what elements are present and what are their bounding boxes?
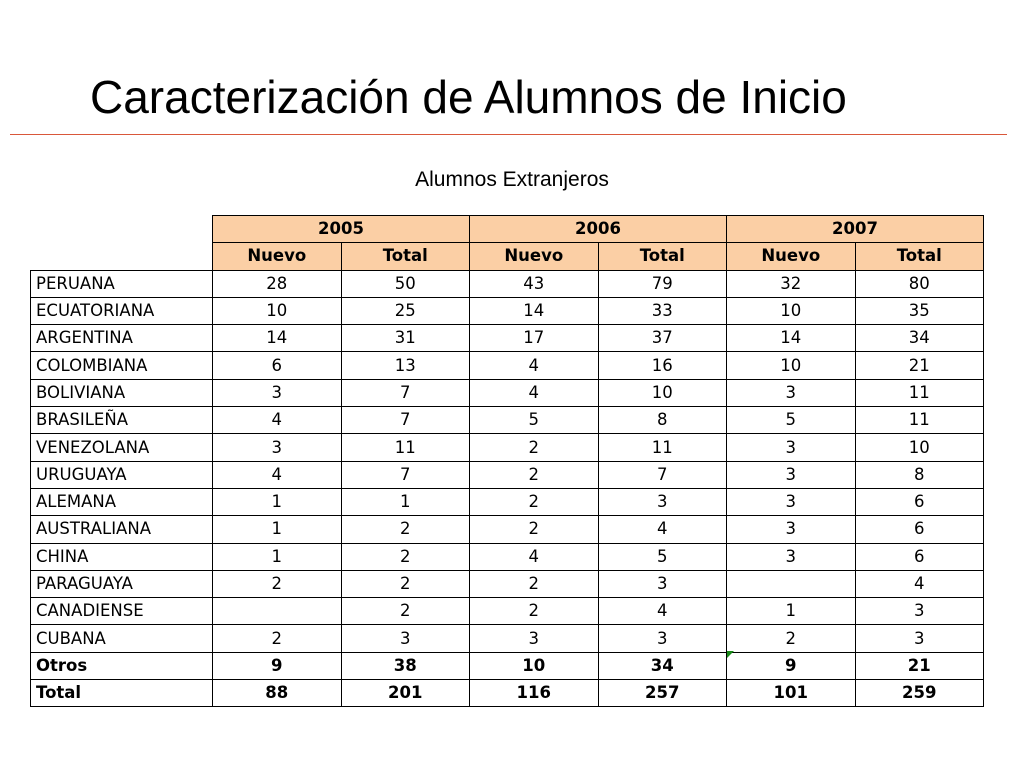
row-label: CHINA: [31, 543, 213, 570]
subheader-cell: Nuevo: [213, 243, 342, 270]
table-cell: 6: [855, 516, 984, 543]
table-cell: 14: [470, 297, 599, 324]
table-cell: 3: [598, 488, 727, 515]
table-row: [31, 516, 984, 543]
row-label: PERUANA: [31, 270, 213, 297]
table-cell: 5: [470, 407, 599, 434]
table-cell: 16: [598, 352, 727, 379]
row-label: PARAGUAYA: [31, 570, 213, 597]
table-cell: 79: [598, 270, 727, 297]
table-row: [31, 680, 984, 707]
table-cell: 50: [341, 270, 470, 297]
subheader-cell: Nuevo: [470, 243, 599, 270]
table-cell: 28: [213, 270, 342, 297]
table-cell: 2: [341, 543, 470, 570]
table-cell: 31: [341, 325, 470, 352]
table-cell: 11: [598, 434, 727, 461]
table-cell: 10: [598, 379, 727, 406]
corner-cell: [31, 216, 213, 271]
table-cell: 8: [598, 407, 727, 434]
table-cell: 4: [213, 461, 342, 488]
table-cell: 1: [213, 488, 342, 515]
table-cell: 4: [598, 516, 727, 543]
table-cell: 6: [855, 543, 984, 570]
row-label: URUGUAYA: [31, 461, 213, 488]
table-cell: 3: [855, 625, 984, 652]
table-cell: 37: [598, 325, 727, 352]
table-cell: 2: [470, 570, 599, 597]
subheader-cell: Nuevo: [727, 243, 856, 270]
table-cell: 7: [341, 407, 470, 434]
table-cell: 32: [727, 270, 856, 297]
table-cell: 10: [855, 434, 984, 461]
row-label: ARGENTINA: [31, 325, 213, 352]
table-cell: 35: [855, 297, 984, 324]
subheader-cell: Total: [341, 243, 470, 270]
table-row: [31, 325, 984, 352]
slide-title: Caracterización de Alumnos de Inicio: [90, 71, 847, 123]
table-cell: 17: [470, 325, 599, 352]
row-label: BOLIVIANA: [31, 379, 213, 406]
table-cell: 257: [598, 680, 727, 707]
table-row: [31, 543, 984, 570]
table-cell: 11: [855, 379, 984, 406]
row-label: AUSTRALIANA: [31, 516, 213, 543]
row-label: Otros: [31, 652, 213, 679]
table-cell: 2: [470, 598, 599, 625]
table-cell: 14: [213, 325, 342, 352]
table-row: [31, 598, 984, 625]
table-cell: 2: [341, 516, 470, 543]
table-cell: 10: [727, 352, 856, 379]
table-cell: 2: [470, 516, 599, 543]
table-row: [31, 379, 984, 406]
table-cell: 2: [213, 625, 342, 652]
table-row: [31, 461, 984, 488]
row-label: COLOMBIANA: [31, 352, 213, 379]
table-cell: 88: [213, 680, 342, 707]
table-cell: 5: [598, 543, 727, 570]
table-cell: 80: [855, 270, 984, 297]
table-cell: 3: [598, 625, 727, 652]
table-cell: 3: [727, 488, 856, 515]
table-row: [31, 652, 984, 679]
table-cell: 10: [727, 297, 856, 324]
table-cell: 2: [470, 434, 599, 461]
row-label: ALEMANA: [31, 488, 213, 515]
table-cell: 10: [470, 652, 599, 679]
table-cell: 2: [341, 570, 470, 597]
table-cell: 34: [855, 325, 984, 352]
table-cell: 25: [341, 297, 470, 324]
table-cell: 38: [341, 652, 470, 679]
table-cell: 8: [855, 461, 984, 488]
table-cell: 201: [341, 680, 470, 707]
table-cell: 2: [341, 598, 470, 625]
table-cell: 4: [598, 598, 727, 625]
table-cell: 4: [470, 543, 599, 570]
table-cell: 21: [855, 652, 984, 679]
table-row: [31, 570, 984, 597]
table-cell: 9: [213, 652, 342, 679]
table-row: [31, 625, 984, 652]
table-row: [31, 270, 984, 297]
table-cell: 2: [213, 570, 342, 597]
table-cell: 7: [341, 379, 470, 406]
table-cell: 43: [470, 270, 599, 297]
table-cell: 10: [213, 297, 342, 324]
comment-indicator-icon: [727, 651, 734, 658]
table-cell: 4: [213, 407, 342, 434]
subheader-cell: Total: [598, 243, 727, 270]
table-row: [31, 352, 984, 379]
year-header-2005: 2005: [213, 216, 470, 243]
table-cell: 11: [855, 407, 984, 434]
table-cell: 7: [341, 461, 470, 488]
row-label: CANADIENSE: [31, 598, 213, 625]
table-cell: [727, 570, 856, 597]
year-header-2007: 2007: [727, 216, 984, 243]
table-cell: 3: [727, 543, 856, 570]
table-cell: 116: [470, 680, 599, 707]
year-header-row: [31, 216, 984, 243]
table-cell: 1: [341, 488, 470, 515]
table-cell: 6: [855, 488, 984, 515]
row-label: BRASILEÑA: [31, 407, 213, 434]
table-cell: 13: [341, 352, 470, 379]
table-cell: 5: [727, 407, 856, 434]
table-cell: 2: [470, 461, 599, 488]
table-caption: Alumnos Extranjeros: [415, 168, 609, 191]
table-cell: 4: [470, 352, 599, 379]
table-cell: 3: [598, 570, 727, 597]
table-cell: 9: [727, 652, 856, 679]
table-cell: 7: [598, 461, 727, 488]
table-cell: 2: [470, 488, 599, 515]
table-cell: 3: [727, 434, 856, 461]
table-cell: 6: [213, 352, 342, 379]
table-cell: 4: [855, 570, 984, 597]
table-row: [31, 488, 984, 515]
table-cell: 3: [727, 516, 856, 543]
subheader-cell: Total: [855, 243, 984, 270]
row-label: CUBANA: [31, 625, 213, 652]
table-row: [31, 297, 984, 324]
title-divider: [10, 134, 1007, 135]
table-cell: 3: [341, 625, 470, 652]
table-cell: 2: [727, 625, 856, 652]
table-cell: 1: [213, 543, 342, 570]
table-cell: 4: [470, 379, 599, 406]
table-cell: 3: [213, 379, 342, 406]
row-label: VENEZOLANA: [31, 434, 213, 461]
table-cell: 259: [855, 680, 984, 707]
table-cell: 21: [855, 352, 984, 379]
table-cell: 3: [855, 598, 984, 625]
table-cell: 3: [727, 379, 856, 406]
table-cell: 34: [598, 652, 727, 679]
table-row: [31, 434, 984, 461]
table-cell: 3: [213, 434, 342, 461]
table-cell: 1: [213, 516, 342, 543]
row-label: Total: [31, 680, 213, 707]
table-cell: 1: [727, 598, 856, 625]
row-label: ECUATORIANA: [31, 297, 213, 324]
table-cell: 33: [598, 297, 727, 324]
table-cell: [213, 598, 342, 625]
foreign-students-table: [30, 215, 984, 707]
table-cell: 14: [727, 325, 856, 352]
table-cell: 3: [470, 625, 599, 652]
table-row: [31, 407, 984, 434]
year-header-2006: 2006: [470, 216, 727, 243]
table-cell: 3: [727, 461, 856, 488]
table-cell: 101: [727, 680, 856, 707]
table-cell: 11: [341, 434, 470, 461]
